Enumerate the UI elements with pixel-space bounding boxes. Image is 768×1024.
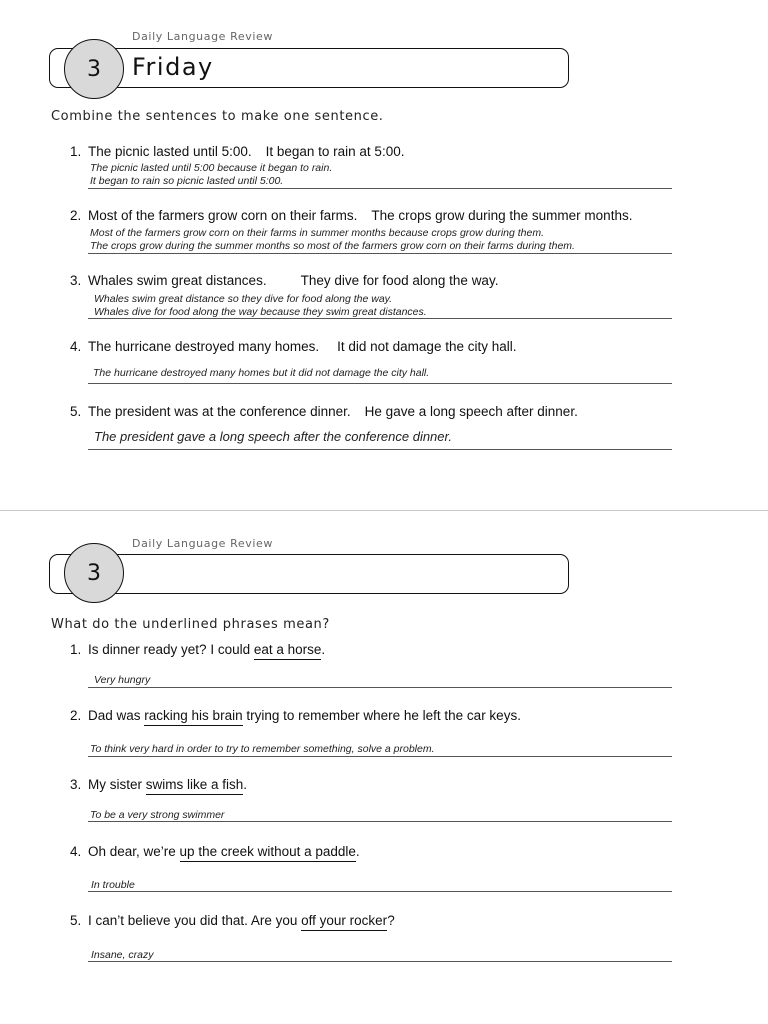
prompt-text-before: Dad was: [88, 708, 145, 723]
underlined-phrase: swims like a fish: [146, 777, 244, 795]
answer-line-2a: Most of the farmers grow corn on their farms in summer months because crops grow during them.: [90, 227, 545, 239]
question-1: [70, 144, 404, 159]
prompt-text-before: I can’t believe you did that. Are you: [88, 913, 302, 928]
question-4: [70, 844, 360, 859]
header-bar: [49, 554, 569, 594]
question-5: [70, 913, 395, 928]
sentence-b: It began to rain at 5:00.: [265, 144, 405, 159]
underlined-phrase: eat a horse: [254, 642, 322, 660]
header-bar: [49, 48, 569, 88]
answer-line-1b: It began to rain so picnic lasted until 5:00.: [90, 175, 284, 187]
prompt-text-after: .: [321, 642, 326, 657]
sentence-b: It did not damage the city hall.: [337, 339, 517, 354]
question-number: 4.: [70, 844, 82, 859]
underlined-phrase: up the creek without a paddle: [180, 844, 356, 862]
answer-line-2b: The crops grow during the summer months so most of the farmers grow corn on their farms during them.: [90, 240, 575, 252]
answer-rule: [88, 318, 672, 319]
question-2: [70, 708, 521, 723]
sentence-a: Most of the farmers grow corn on their farms.: [88, 208, 358, 223]
question-5: [70, 404, 578, 419]
answer-rule: [88, 821, 672, 822]
question-3: [70, 777, 247, 792]
answer-line-1: Very hungry: [94, 674, 151, 686]
question-4: [70, 339, 516, 354]
worksheet-friday: [0, 0, 768, 510]
question-number: 5.: [70, 404, 82, 419]
sentence-a: The hurricane destroyed many homes.: [88, 339, 320, 354]
answer-line-5: The president gave a long speech after the conference dinner.: [94, 429, 452, 444]
question-number: 2.: [70, 208, 82, 223]
prompt-text-before: Is dinner ready yet? I could: [88, 642, 254, 657]
answer-rule: [88, 961, 672, 962]
question-number: 1.: [70, 642, 82, 657]
prompt-text-after: trying to remember where he left the car keys.: [242, 708, 521, 723]
answer-rule: [88, 449, 672, 450]
sentence-a: Whales swim great distances.: [88, 273, 267, 288]
answer-line-4: In trouble: [91, 879, 135, 891]
question-number: 5.: [70, 913, 82, 928]
sentence-b: They dive for food along the way.: [300, 273, 499, 288]
question-number: 3.: [70, 273, 82, 288]
prompt-text-before: My sister: [88, 777, 146, 792]
answer-rule: [88, 383, 672, 384]
worksheet-caption: Daily Language Review: [132, 30, 273, 43]
question-number: 4.: [70, 339, 82, 354]
answer-line-1a: The picnic lasted until 5:00 because it began to rain.: [90, 162, 333, 174]
prompt-text-after: ?: [387, 913, 395, 928]
answer-rule: [88, 756, 672, 757]
sentence-b: He gave a long speech after dinner.: [364, 404, 578, 419]
worksheet-idioms: [0, 510, 768, 1024]
sentence-a: The picnic lasted until 5:00.: [88, 144, 252, 159]
underlined-phrase: off your rocker: [301, 913, 387, 931]
answer-line-4: The hurricane destroyed many homes but it did not damage the city hall.: [93, 367, 430, 379]
answer-line-2: To think very hard in order to try to remember something, solve a problem.: [90, 743, 435, 755]
prompt-text-after: .: [355, 844, 360, 859]
prompt-text-after: .: [243, 777, 248, 792]
question-2: [70, 208, 632, 223]
answer-rule: [88, 188, 672, 189]
sentence-a: The president was at the conference dinner.: [88, 404, 351, 419]
answer-line-3b: Whales dive for food along the way because they swim great distances.: [94, 306, 427, 318]
day-title: Friday: [132, 53, 214, 81]
answer-line-3a: Whales swim great distance so they dive for food along the way.: [94, 293, 393, 305]
prompt-text-before: Oh dear, we’re: [88, 844, 180, 859]
question-number: 1.: [70, 144, 82, 159]
answer-line-3: To be a very strong swimmer: [90, 809, 225, 821]
instructions: Combine the sentences to make one sentence.: [51, 109, 384, 124]
answer-rule: [88, 253, 672, 254]
day-number-badge: 3: [64, 543, 124, 603]
question-1: [70, 642, 325, 657]
sentence-b: The crops grow during the summer months.: [371, 208, 633, 223]
answer-line-5: Insane, crazy: [91, 949, 154, 961]
question-number: 2.: [70, 708, 82, 723]
answer-rule: [88, 891, 672, 892]
question-number: 3.: [70, 777, 82, 792]
day-number-badge: 3: [64, 39, 124, 99]
underlined-phrase: racking his brain: [144, 708, 242, 726]
instructions: What do the underlined phrases mean?: [51, 617, 330, 632]
answer-rule: [88, 687, 672, 688]
question-3: [70, 273, 498, 288]
worksheet-caption: Daily Language Review: [132, 537, 273, 550]
